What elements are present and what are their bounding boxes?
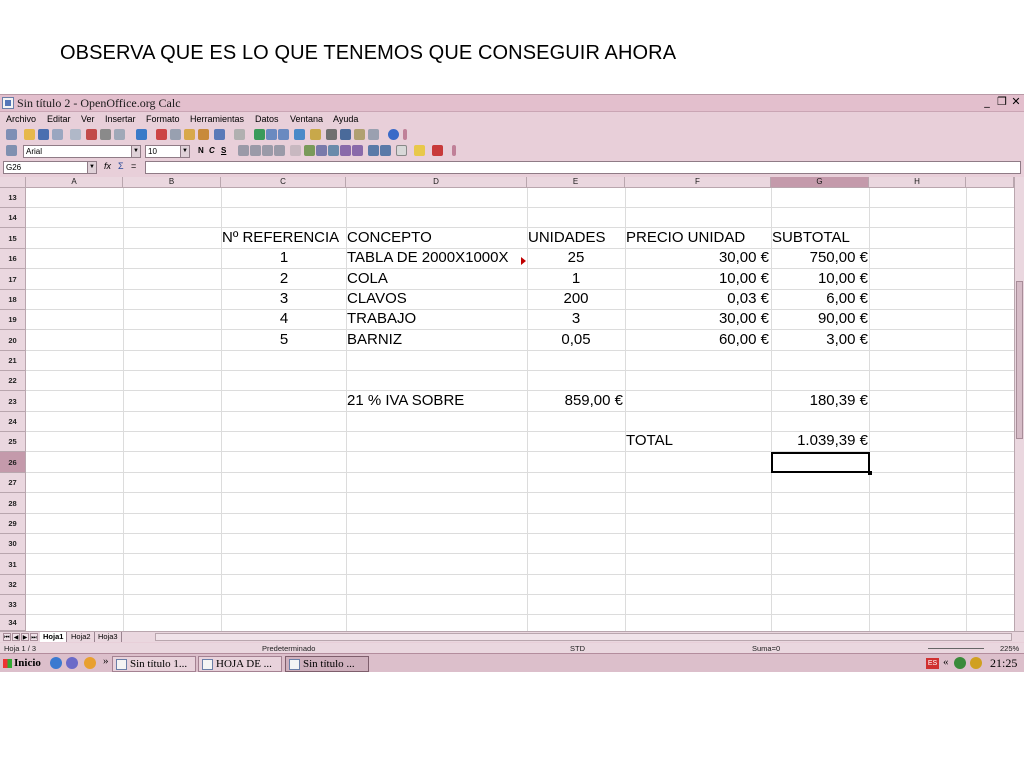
tray-security-icon[interactable] — [970, 657, 982, 669]
row-header-31[interactable]: 31 — [0, 554, 26, 575]
column-header-e[interactable]: E — [527, 177, 625, 188]
tab-hoja3[interactable]: Hoja3 — [95, 632, 122, 642]
row-header-14[interactable]: 14 — [0, 208, 26, 228]
chevron-down-icon[interactable]: ▼ — [87, 162, 96, 173]
paste-icon[interactable] — [184, 129, 195, 140]
chart-icon[interactable] — [294, 129, 305, 140]
row-header-15[interactable]: 15 — [0, 228, 26, 249]
save-icon[interactable] — [38, 129, 49, 140]
underline-button[interactable]: S — [221, 146, 227, 155]
active-cell-cursor[interactable] — [771, 452, 870, 473]
gallery-icon[interactable] — [354, 129, 365, 140]
draw-functions-icon[interactable] — [310, 129, 321, 140]
menu-formato[interactable]: Formato — [146, 114, 180, 124]
row-header-20[interactable]: 20 — [0, 330, 26, 351]
select-all-corner[interactable] — [0, 177, 26, 188]
cell-c19[interactable]: 4 — [279, 310, 289, 327]
name-box[interactable] — [3, 161, 97, 174]
column-header-h[interactable]: H — [869, 177, 966, 188]
cell-f17[interactable]: 10,00 € — [718, 270, 769, 287]
sort-descending-icon[interactable] — [278, 129, 289, 140]
row-header-19[interactable]: 19 — [0, 310, 26, 330]
toolbar-options-icon[interactable] — [452, 145, 456, 156]
cell-d15[interactable]: CONCEPTO — [347, 229, 432, 246]
menu-archivo[interactable]: Archivo — [6, 114, 37, 124]
cell-c16[interactable]: 1 — [279, 249, 289, 266]
gridline — [26, 268, 1014, 269]
gridline — [26, 207, 1014, 208]
cell-c20[interactable]: 5 — [279, 331, 289, 348]
cell-g15[interactable]: SUBTOTAL — [772, 229, 850, 246]
gridline — [26, 553, 1014, 554]
formatting-toolbar — [0, 143, 1024, 159]
decrease-indent-icon[interactable] — [368, 145, 379, 156]
calc-app-icon — [2, 97, 14, 109]
function-wizard-icon[interactable]: fx — [104, 161, 112, 171]
borders-icon[interactable] — [396, 145, 407, 156]
calc-app-icon — [289, 659, 300, 670]
hyperlink-icon[interactable] — [254, 129, 265, 140]
add-decimal-icon[interactable] — [340, 145, 351, 156]
cell-f19[interactable]: 30,00 € — [718, 310, 769, 327]
horizontal-scrollbar[interactable] — [155, 633, 1012, 641]
background-color-icon[interactable] — [414, 145, 425, 156]
cell-f15[interactable]: PRECIO UNIDAD — [626, 229, 746, 246]
tray-chevron[interactable]: « — [943, 656, 949, 668]
export-pdf-icon[interactable] — [86, 129, 97, 140]
row-header-34[interactable]: 34 — [0, 615, 26, 631]
language-indicator[interactable]: ES — [927, 660, 938, 667]
chevron-down-icon[interactable]: ▼ — [131, 146, 140, 157]
row-header-22[interactable]: 22 — [0, 371, 26, 391]
row-header-29[interactable]: 29 — [0, 514, 26, 534]
cell-g17[interactable]: 10,00 € — [817, 270, 868, 287]
open-folder-icon[interactable] — [24, 129, 35, 140]
cell-e23[interactable]: 859,00 € — [564, 392, 623, 409]
sum-icon[interactable]: Σ — [118, 161, 124, 171]
row-header-33[interactable]: 33 — [0, 595, 26, 615]
taskbar-button-label: HOJA DE ... — [216, 658, 272, 670]
font-size-value: 10 — [148, 147, 157, 156]
cell-d17[interactable]: COLA — [347, 270, 388, 287]
column-header-d[interactable]: D — [346, 177, 527, 188]
undo-icon[interactable] — [214, 129, 225, 140]
format-paintbrush-icon[interactable] — [198, 129, 209, 140]
font-name-box[interactable] — [23, 145, 141, 158]
taskbar-button-sin-titulo[interactable] — [285, 656, 369, 672]
row-header-27[interactable]: 27 — [0, 473, 26, 493]
cell-e20[interactable]: 0,05 — [561, 331, 591, 348]
gridline — [26, 574, 1014, 575]
gridline — [26, 614, 1014, 615]
align-right-icon[interactable] — [262, 145, 273, 156]
row-header-13[interactable]: 13 — [0, 188, 26, 208]
taskbar-button-hoja-de[interactable] — [198, 656, 282, 672]
vertical-scrollbar[interactable] — [1014, 177, 1024, 631]
spreadsheet-grid[interactable] — [0, 177, 1024, 631]
slide-title: OBSERVA QUE ES LO QUE TENEMOS QUE CONSEGUIR AHORA — [60, 42, 677, 64]
calc-app-icon — [202, 659, 213, 670]
row-header-25[interactable]: 25 — [0, 432, 26, 452]
formula-bar — [0, 159, 1024, 176]
spellcheck-icon[interactable] — [136, 129, 147, 140]
sheet-tabs-bar — [0, 631, 1024, 642]
cell-g18[interactable]: 6,00 € — [826, 290, 868, 307]
bold-button[interactable]: N — [198, 146, 204, 155]
menu-datos[interactable]: Datos — [255, 114, 279, 124]
window-titlebar[interactable] — [0, 95, 1024, 112]
name-box-value: G26 — [6, 163, 22, 172]
email-icon[interactable] — [52, 129, 63, 140]
zoom-slider[interactable] — [928, 648, 984, 649]
gridline — [26, 329, 1014, 330]
column-header-f[interactable]: F — [625, 177, 771, 188]
media-player-icon[interactable] — [66, 657, 78, 669]
menu-ver[interactable]: Ver — [81, 114, 95, 124]
find-icon[interactable] — [326, 129, 337, 140]
toolbar-options-icon[interactable] — [403, 129, 407, 140]
gridline — [26, 390, 1014, 391]
print-icon[interactable] — [100, 129, 111, 140]
cell-f20[interactable]: 60,00 € — [718, 331, 769, 348]
windows-taskbar — [0, 653, 1024, 672]
merge-cells-icon[interactable] — [290, 145, 301, 156]
vertical-scrollbar-thumb[interactable] — [1016, 281, 1023, 439]
gridline — [26, 411, 1014, 412]
font-color-icon[interactable] — [432, 145, 443, 156]
column-header-g[interactable]: G — [771, 177, 869, 188]
cell-e16[interactable]: 25 — [567, 249, 585, 266]
taskbar-button-label: Sin título ... — [303, 658, 355, 670]
tab-hoja2[interactable]: Hoja2 — [68, 632, 95, 642]
cell-d19[interactable]: TRABAJO — [347, 310, 417, 327]
gridline — [26, 227, 1014, 228]
data-sources-icon[interactable] — [368, 129, 379, 140]
sort-ascending-icon[interactable] — [266, 129, 277, 140]
status-page-style[interactable]: Predeterminado — [262, 644, 316, 653]
close-button[interactable]: ✕ — [1011, 95, 1021, 108]
cell-f16[interactable]: 30,00 € — [718, 249, 769, 266]
page-preview-icon[interactable] — [114, 129, 125, 140]
menu-editar[interactable]: Editar — [47, 114, 71, 124]
gridline — [26, 594, 1014, 595]
cell-g19[interactable]: 90,00 € — [817, 310, 868, 327]
cell-f25[interactable]: TOTAL — [626, 432, 673, 449]
row-header-24[interactable]: 24 — [0, 412, 26, 432]
gridline — [26, 350, 1014, 351]
cell-c18[interactable]: 3 — [279, 290, 289, 307]
row-header-30[interactable]: 30 — [0, 534, 26, 554]
increase-indent-icon[interactable] — [380, 145, 391, 156]
gridline — [26, 492, 1014, 493]
currency-format-icon[interactable] — [304, 145, 315, 156]
quicklaunch-chevron[interactable]: » — [103, 655, 109, 667]
row-header-18[interactable]: 18 — [0, 290, 26, 310]
gridline — [966, 188, 967, 631]
cell-d16[interactable]: TABLA DE 2000X1000X — [347, 249, 509, 266]
cell-g25[interactable]: 1.039,39 € — [797, 432, 868, 449]
new-document-icon[interactable] — [6, 129, 17, 140]
restore-button[interactable]: ❐ — [997, 95, 1007, 108]
align-left-icon[interactable] — [238, 145, 249, 156]
last-sheet-button[interactable]: ⏭ — [31, 635, 37, 641]
cell-c15[interactable]: Nº REFERENCIA — [222, 229, 340, 246]
justify-icon[interactable] — [274, 145, 285, 156]
column-header-c[interactable]: C — [221, 177, 346, 188]
taskbar-button-label: Sin título 1... — [130, 658, 188, 670]
row-header-26[interactable]: 26 — [0, 452, 26, 473]
row-header-32[interactable]: 32 — [0, 575, 26, 595]
navigator-icon[interactable] — [340, 129, 351, 140]
redo-icon[interactable] — [234, 129, 245, 140]
internet-explorer-icon[interactable] — [50, 657, 62, 669]
calc-app-icon — [116, 659, 127, 670]
menu-insertar[interactable]: Insertar — [105, 114, 136, 124]
status-zoom[interactable]: 225% — [1000, 644, 1020, 653]
cell-d18[interactable]: CLAVOS — [347, 290, 407, 307]
column-header-a[interactable]: A — [26, 177, 123, 188]
gridline — [869, 188, 870, 631]
menu-bar — [0, 113, 1024, 127]
cell-g23[interactable]: 180,39 € — [809, 392, 868, 409]
remove-decimal-icon[interactable] — [352, 145, 363, 156]
align-center-icon[interactable] — [250, 145, 261, 156]
chrome-icon[interactable] — [84, 657, 96, 669]
cell-d23[interactable]: 21 % IVA SOBRE — [347, 392, 465, 409]
first-sheet-button[interactable]: ⏮ — [4, 635, 10, 641]
function-icon[interactable]: = — [131, 161, 137, 171]
formula-input[interactable] — [145, 161, 1021, 174]
clock: 21:25 — [990, 656, 1018, 670]
cell-d20[interactable]: BARNIZ — [347, 331, 403, 348]
menu-ventana[interactable]: Ventana — [290, 114, 324, 124]
cell-e19[interactable]: 3 — [571, 310, 581, 327]
gridline — [26, 513, 1014, 514]
prev-sheet-button[interactable]: ◀ — [13, 635, 19, 641]
column-header-b[interactable]: B — [123, 177, 221, 188]
window-title: Sin título 2 - OpenOffice.org Calc — [17, 96, 181, 110]
cell-g16[interactable]: 750,00 € — [809, 249, 868, 266]
percent-format-icon[interactable] — [316, 145, 327, 156]
italic-button[interactable]: C — [209, 146, 215, 155]
row-header-17[interactable]: 17 — [0, 269, 26, 290]
column-header-i[interactable] — [966, 177, 1014, 188]
help-icon[interactable] — [388, 129, 399, 140]
gridline — [26, 533, 1014, 534]
text-overflow-arrow-icon — [521, 257, 526, 265]
standard-format-icon[interactable] — [328, 145, 339, 156]
cut-icon[interactable] — [156, 129, 167, 140]
font-size-box[interactable] — [145, 145, 190, 158]
menu-herramientas[interactable]: Herramientas — [190, 114, 245, 124]
minimize-button[interactable]: _ — [984, 95, 990, 108]
cell-e18[interactable]: 200 — [563, 290, 589, 307]
copy-icon[interactable] — [170, 129, 181, 140]
cell-c17[interactable]: 2 — [279, 270, 289, 287]
standard-toolbar — [0, 127, 1024, 143]
menu-ayuda[interactable]: Ayuda — [333, 114, 359, 124]
start-button[interactable]: Inicio — [2, 656, 46, 671]
tab-hoja1[interactable]: Hoja1 — [40, 632, 67, 642]
styles-icon[interactable] — [6, 145, 17, 156]
row-header-16[interactable]: 16 — [0, 249, 26, 269]
cell-f18[interactable]: 0,03 € — [727, 290, 769, 307]
status-sum: Suma=0 — [752, 644, 781, 653]
next-sheet-button[interactable]: ▶ — [22, 635, 28, 641]
cell-g20[interactable]: 3,00 € — [826, 331, 868, 348]
row-header-28[interactable]: 28 — [0, 493, 26, 514]
cell-e15[interactable]: UNIDADES — [528, 229, 606, 246]
chevron-down-icon[interactable]: ▼ — [180, 146, 189, 157]
calc-window — [0, 94, 1024, 672]
tray-network-icon[interactable] — [954, 657, 966, 669]
edit-file-icon[interactable] — [70, 129, 81, 140]
gridline — [26, 370, 1014, 371]
cell-e17[interactable]: 1 — [571, 270, 581, 287]
status-sheet: Hoja 1 / 3 — [4, 644, 37, 653]
taskbar-button-sin-titulo-1[interactable] — [112, 656, 196, 672]
row-header-21[interactable]: 21 — [0, 351, 26, 371]
status-selection-mode[interactable]: STD — [570, 644, 585, 653]
font-name-value: Arial — [26, 147, 43, 156]
row-header-23[interactable]: 23 — [0, 391, 26, 412]
gridline — [123, 188, 124, 631]
